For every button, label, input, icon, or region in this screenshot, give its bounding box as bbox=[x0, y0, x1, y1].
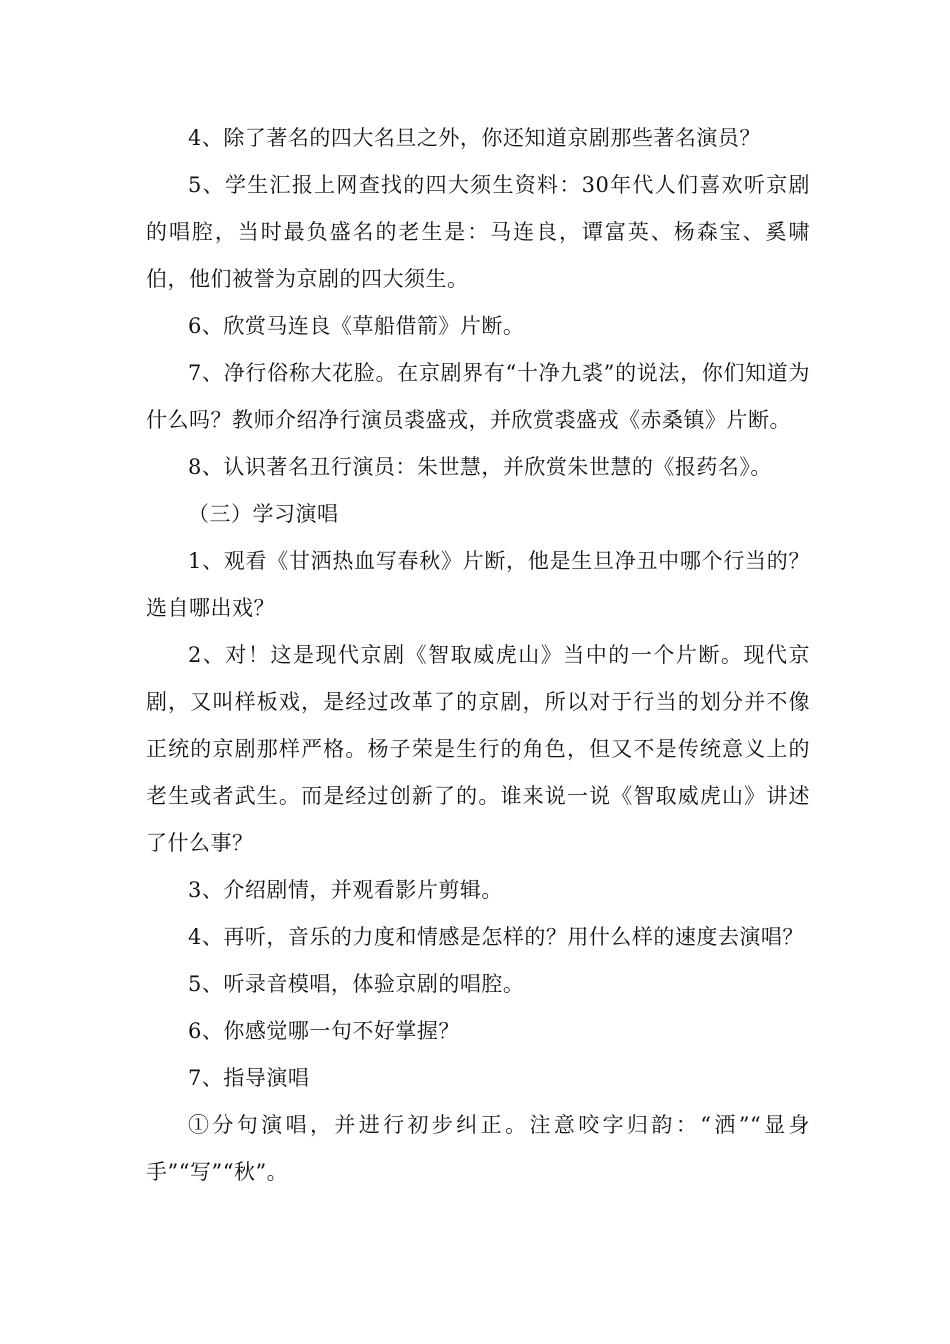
paragraph-4: 7、净行俗称大花脸。在京剧界有“十净九裘”的说法，你们知道为什么吗？教师介绍净行演员裘盛戎，并欣赏裘盛戎《赤桑镇》片断。 bbox=[146, 361, 810, 432]
paragraph-11: 6、你感觉哪一句不好掌握？ bbox=[188, 1019, 460, 1043]
paragraph-12: 7、指导演唱 bbox=[188, 1066, 310, 1090]
paragraph-8: 3、介绍剧情，并观看影片剪辑。 bbox=[188, 878, 503, 902]
section-heading: （三）学习演唱 bbox=[188, 502, 339, 526]
paragraph-1: 4、除了著名的四大名旦之外，你还知道京剧那些著名演员？ bbox=[188, 126, 761, 150]
paragraph-10: 5、听录音模唱，体验京剧的唱腔。 bbox=[188, 972, 525, 996]
paragraph-5: 8、认识著名丑行演员：朱世慧，并欣赏朱世慧的《报药名》。 bbox=[188, 455, 772, 479]
paragraph-7: 2、对！这是现代京剧《智取威虎山》当中的一个片断。现代京剧，又叫样板戏，是经过改革了的京剧，所以对于行当的划分并不像正统的京剧那样严格。杨子荣是生行的角色，但又不是传统意义上的老生或者武生。而是经过创新了的。谁来说一说《智取威虎山》讲述了什么事？ bbox=[146, 643, 810, 855]
paragraph-9: 4、再听，音乐的力度和情感是怎样的？用什么样的速度去演唱？ bbox=[188, 925, 804, 949]
paragraph-2: 5、学生汇报上网查找的四大须生资料：30年代人们喜欢听京剧的唱腔，当时最负盛名的老生是：马连良，谭富英、杨森宝、奚啸伯，他们被誉为京剧的四大须生。 bbox=[146, 173, 810, 291]
paragraph-3: 6、欣赏马连良《草船借箭》片断。 bbox=[188, 314, 525, 338]
paragraph-6: 1、观看《甘洒热血写春秋》片断，他是生旦净丑中哪个行当的？选自哪出戏？ bbox=[146, 549, 810, 620]
paragraph-13: ①分句演唱，并进行初步纠正。注意咬字归韵：“洒”“显身手”“写”“秋”。 bbox=[146, 1113, 810, 1184]
document-body bbox=[146, 115, 810, 1196]
